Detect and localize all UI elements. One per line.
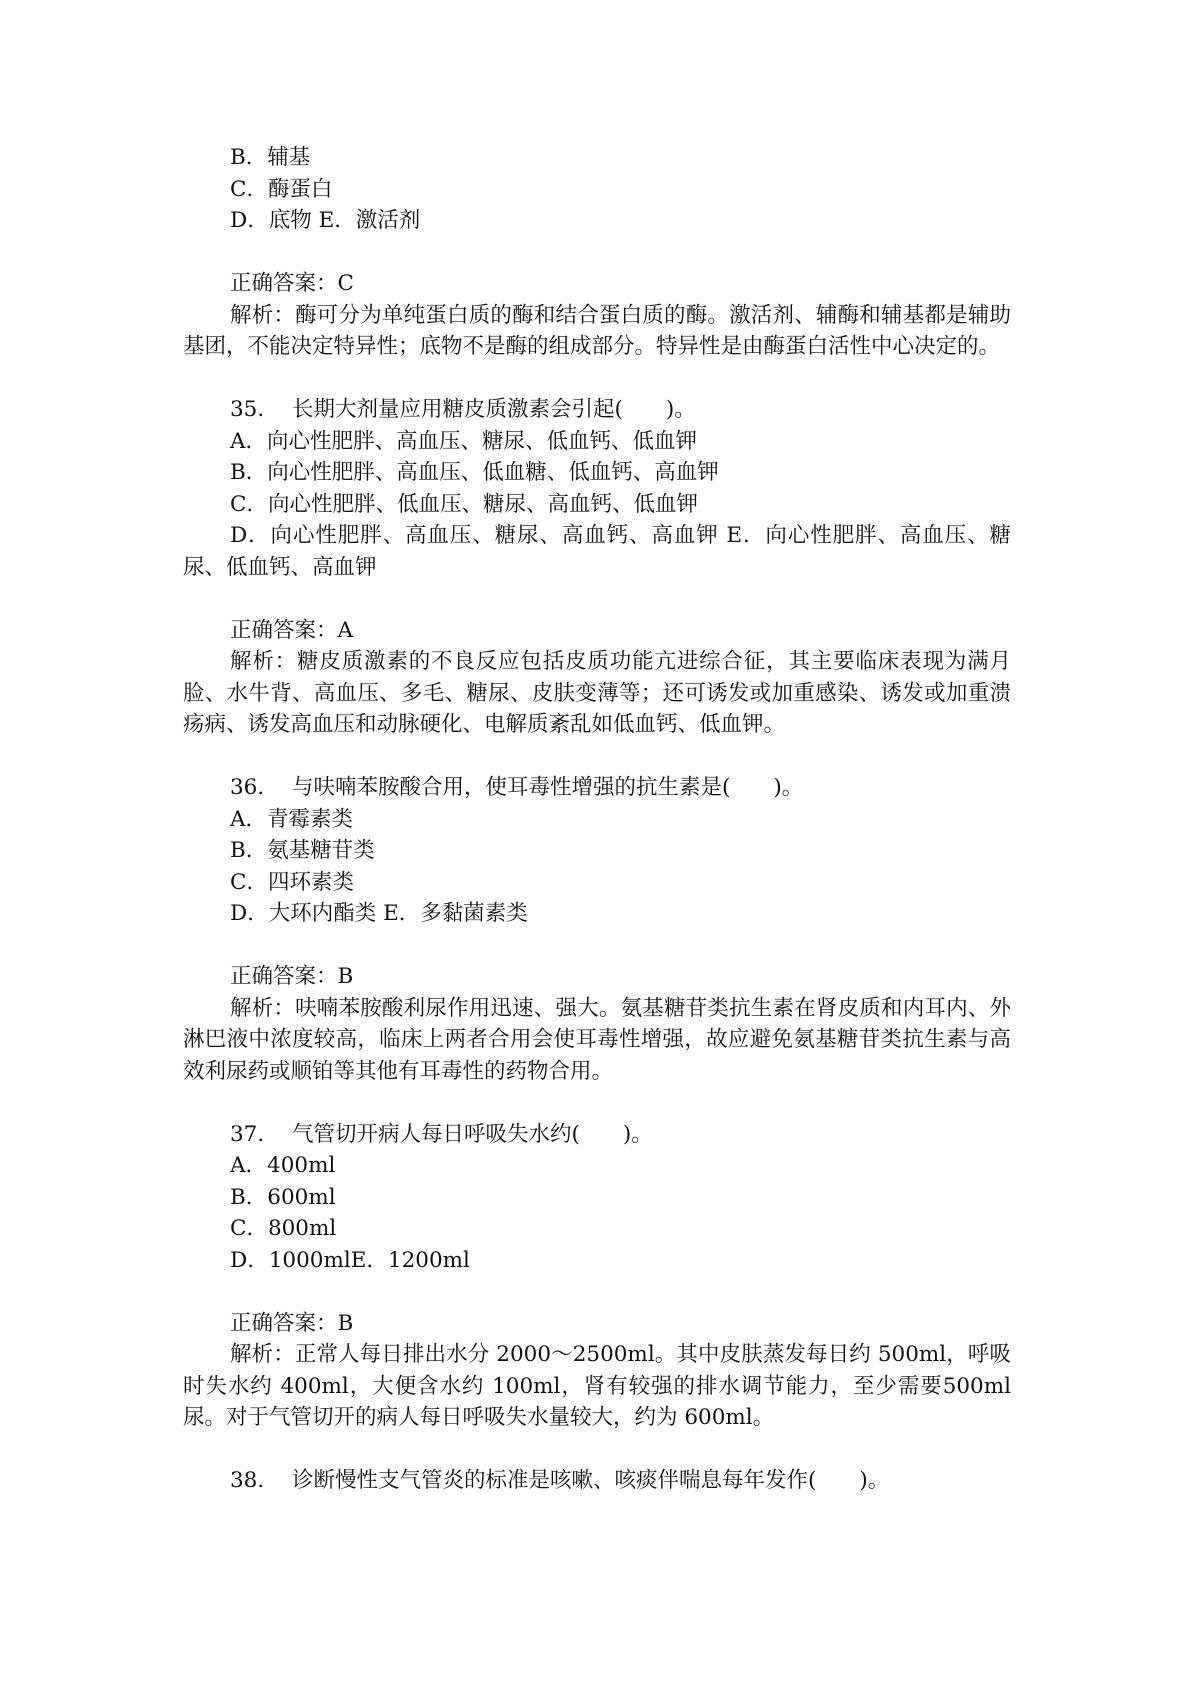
answer-line: 正确答案：C xyxy=(230,271,354,296)
option-a: A．青霉素类 xyxy=(230,806,354,832)
analysis-paragraph: 解析：酶可分为单纯蛋白质的酶和结合蛋白质的酶。激活剂、辅酶和辅基都是辅助基团，不能决定特异性；底物不是酶的组成部分。特异性是由酶蛋白活性中心决定的。 xyxy=(183,302,1011,359)
question-text: 诊断慢性支气管炎的标准是咳嗽、咳痰伴喘息每年发作( )。 xyxy=(292,1468,890,1493)
question-text: 长期大剂量应用糖皮质激素会引起( )。 xyxy=(292,397,696,422)
spacer xyxy=(183,363,1011,395)
answer-line: 正确答案：B xyxy=(230,964,354,989)
question-number: 36. xyxy=(230,775,265,800)
option-d-e: D．底物 E．激活剂 xyxy=(230,208,421,233)
option-d-e: D．向心性肥胖、高血压、糖尿、高血钙、高血钾 E．向心性肥胖、高血压、糖尿、低血钙、高血钾 xyxy=(183,523,1011,580)
spacer xyxy=(183,741,1011,773)
spacer xyxy=(183,1087,1011,1119)
answer-line: 正确答案：A xyxy=(230,617,354,643)
spacer xyxy=(183,930,1011,962)
question-stem xyxy=(183,1465,1011,1497)
analysis-paragraph: 解析：糖皮质激素的不良反应包括皮质功能亢进综合征，其主要临床表现为满月脸、水牛背、高血压、多毛、糖尿、皮肤变薄等；还可诱发或加重感染、诱发或加重溃疡病、诱发高血压和动脉硬化、电解质紊乱如低血钙、低血钾。 xyxy=(183,649,1011,737)
option-d-e: D．大环内酯类 E．多黏菌素类 xyxy=(230,901,528,926)
analysis-paragraph: 解析：正常人每日排出水分 2000～2500ml。其中皮肤蒸发每日约 500ml，呼吸时失水约 400ml，大便含水约 100ml，肾有较强的排水调节能力，至少需要500ml 尿。对于气管切开的病人每日呼吸失水量较大，约为 600ml。 xyxy=(183,1342,1011,1430)
option-b: B．600ml xyxy=(230,1184,336,1210)
analysis-paragraph: 解析：呋喃苯胺酸利尿作用迅速、强大。氨基糖苷类抗生素在肾皮质和内耳内、外淋巴液中浓度较高，临床上两者合用会使耳毒性增强，故应避免氨基糖苷类抗生素与高效利尿药或顺铂等其他有耳毒性的药物合用。 xyxy=(183,995,1011,1084)
spacer xyxy=(183,1276,1011,1308)
question-stem xyxy=(183,1119,1011,1151)
question-number: 38. xyxy=(230,1468,265,1493)
option-c: C．酶蛋白 xyxy=(230,176,333,202)
question-stem xyxy=(183,772,1011,804)
question-text: 气管切开病人每日呼吸失水约( )。 xyxy=(292,1121,653,1147)
spacer xyxy=(183,583,1011,615)
question-stem xyxy=(183,394,1011,426)
spacer xyxy=(183,237,1011,269)
option-c: C．800ml xyxy=(230,1216,337,1241)
option-c: C．四环素类 xyxy=(230,869,354,895)
option-d-e: D．1000mlE．1200ml xyxy=(230,1247,470,1273)
option-b: B．氨基糖苷类 xyxy=(230,838,375,863)
answer-line: 正确答案：B xyxy=(230,1310,354,1336)
question-number: 35. xyxy=(230,397,265,422)
option-b: B．辅基 xyxy=(230,145,311,170)
document-page xyxy=(183,142,1011,1497)
option-a: A．400ml xyxy=(230,1153,336,1178)
spacer xyxy=(183,1434,1011,1466)
option-c: C．向心性肥胖、低血压、糖尿、高血钙、低血钾 xyxy=(230,491,698,517)
option-b: B．向心性肥胖、高血压、低血糖、低血钙、高血钾 xyxy=(230,460,719,485)
question-number: 37. xyxy=(230,1121,265,1147)
question-text: 与呋喃苯胺酸合用，使耳毒性增强的抗生素是( )。 xyxy=(292,775,804,800)
option-a: A．向心性肥胖、高血压、糖尿、低血钙、低血钾 xyxy=(230,428,698,454)
